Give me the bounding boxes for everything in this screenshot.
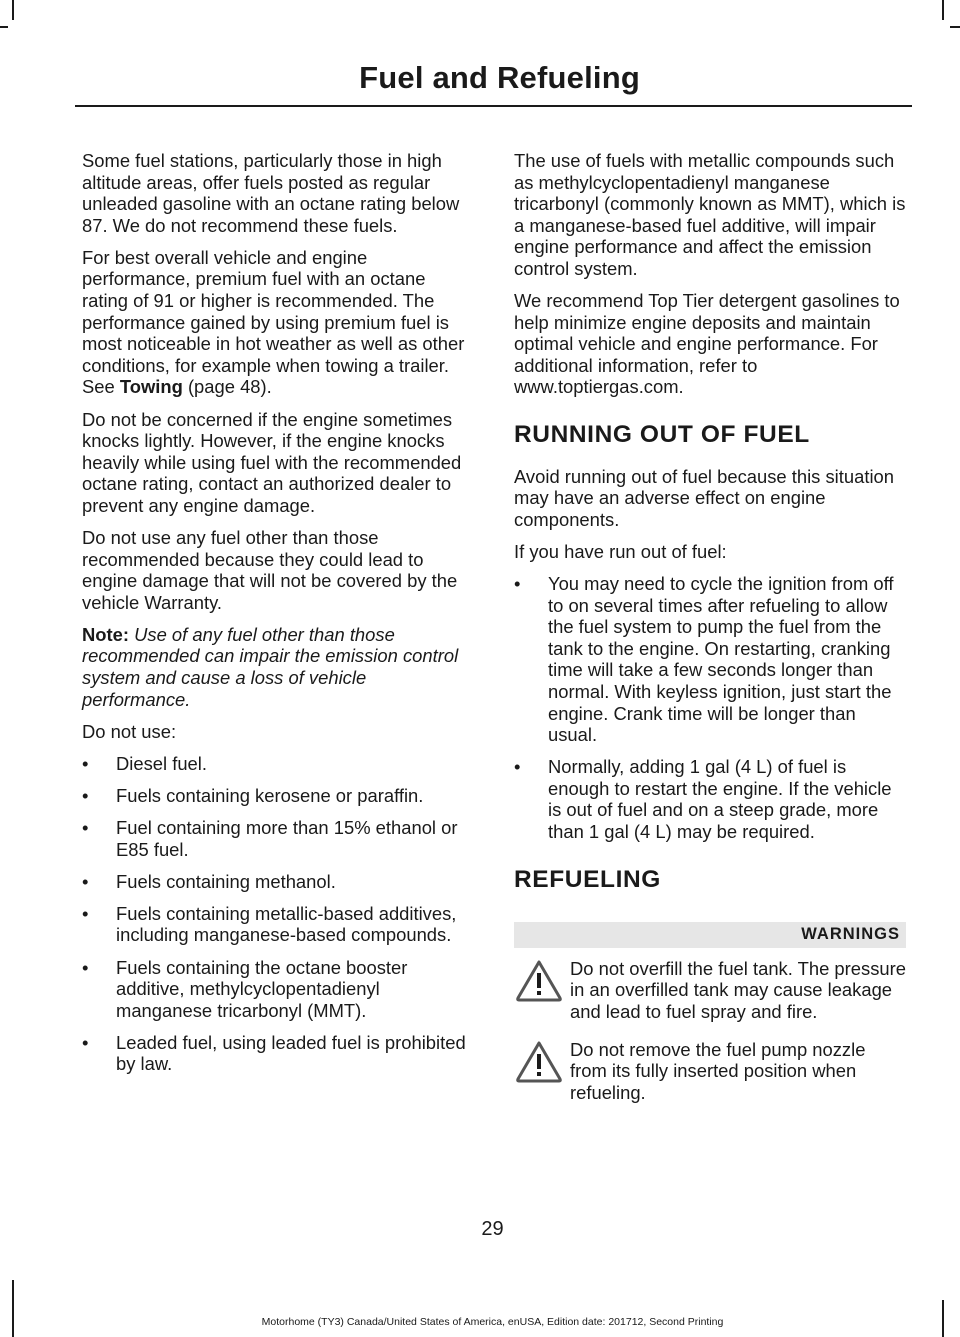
list-item	[82, 903, 474, 946]
bullet-icon: •	[514, 573, 521, 594]
bullet-icon: •	[82, 956, 89, 978]
bullet-icon: •	[82, 1031, 89, 1053]
footer-edition: Motorhome (TY3) Canada/United States of America, enUSA, Edition date: 201712, Second Printing	[261, 1316, 724, 1328]
section-heading-refueling: REFUELING	[514, 865, 661, 893]
bullet-icon: •	[82, 902, 89, 924]
list-item-text: Fuels containing the octane booster additive, methylcyclopentadienyl manganese tricarbonyl (MMT).	[116, 956, 408, 1021]
crop-mark	[950, 26, 960, 28]
list-item-text: Normally, adding 1 gal (4 L) of fuel is enough to restart the engine. If the vehicle is out of fuel and on a steep grade, more than 1 gal (4 L) may be required.	[548, 756, 892, 843]
list-item-text: Fuel containing more than 15% ethanol or E85 fuel.	[116, 817, 458, 860]
warning-text: Do not overfill the fuel tank. The pressure in an overfilled tank may cause leakage and lead to fuel spray and fire.	[570, 957, 906, 1022]
bullet-icon: •	[82, 817, 89, 839]
paragraph: Avoid running out of fuel because this situation may have an adverse effect on engine components.	[514, 465, 894, 530]
note	[82, 624, 474, 710]
paragraph	[82, 247, 474, 398]
list-item	[82, 1032, 474, 1075]
paragraph: Do not use:	[82, 720, 177, 742]
note-label: Note:	[82, 623, 129, 645]
list-item-text: Fuels containing kerosene or paraffin.	[116, 784, 424, 806]
left-column	[82, 150, 474, 1085]
list-item	[514, 573, 906, 746]
warnings-header: WARNINGS	[514, 922, 906, 948]
list-item-text: Fuels containing metallic-based additives, including manganese-based compounds.	[116, 902, 457, 946]
header-divider	[75, 105, 912, 107]
list-item-text: Leaded fuel, using leaded fuel is prohibited by law.	[116, 1031, 466, 1075]
bullet-icon: •	[82, 752, 89, 774]
paragraph: We recommend Top Tier detergent gasolines to help minimize engine deposits and maintain optimal vehicle and engine performance. For additional information, refer to www.toptiergas.com.	[514, 290, 900, 398]
towing-link[interactable]: Towing	[119, 376, 183, 398]
warning-block	[514, 1039, 906, 1104]
bullet-icon: •	[514, 756, 521, 778]
paragraph: Some fuel stations, particularly those in high altitude areas, offer fuels posted as regular unleaded gasoline with an octane rating below 87. We do not recommend these fuels.	[82, 150, 460, 236]
paragraph: If you have run out of fuel:	[514, 540, 727, 562]
list-item	[514, 756, 906, 842]
note-text: Use of any fuel other than those recommended can impair the emission control system and cause a loss of vehicle performance.	[82, 623, 459, 710]
page-title: Fuel and Refueling	[359, 60, 640, 95]
warning-block	[514, 958, 906, 1023]
list-item	[82, 871, 474, 893]
page-number: 29	[481, 1218, 504, 1240]
paragraph: The use of fuels with metallic compounds such as methylcyclopentadienyl manganese tricarbonyl (commonly known as MMT), which is a manganese-based fuel additive, will impair engine performance and affect the emission control system.	[514, 150, 906, 279]
section-heading-running-out-of-fuel: RUNNING OUT OF FUEL	[514, 421, 810, 449]
crop-mark	[942, 0, 944, 20]
paragraph: Do not use any fuel other than those recommended because they could lead to engine damage that will not be covered by the vehicle Warranty.	[82, 527, 458, 613]
page-reference: (page 48).	[182, 376, 272, 398]
list-item	[82, 817, 474, 860]
list-item	[82, 957, 474, 1022]
bullet-icon: •	[82, 870, 89, 892]
do-not-use-list	[82, 753, 474, 1075]
run-out-list	[514, 573, 906, 843]
paragraph-text: For best overall vehicle and engine performance, premium fuel with an octane rating of 91 or higher is recommended. The performance gained by using premium fuel is most noticeable in hot weather as well as other conditions, for example when towing a trailer. See	[82, 246, 465, 398]
list-item-text: Diesel fuel.	[116, 752, 207, 774]
crop-mark	[12, 1280, 14, 1337]
warning-text: Do not remove the fuel pump nozzle from its fully inserted position when refueling.	[570, 1038, 866, 1103]
list-item	[82, 753, 474, 775]
list-item-text: Fuels containing methanol.	[116, 870, 336, 892]
list-item	[82, 785, 474, 807]
list-item-text: You may need to cycle the ignition from off to on several times after refueling to allow the fuel system to pump the fuel from the tank to the engine. On restarting, cranking time will take a few seconds longer than normal. With keyless ignition, just start the engine. Crank time will be longer than usual.	[548, 573, 894, 746]
paragraph: Do not be concerned if the engine sometimes knocks lightly. However, if the engine knocks heavily while using fuel with the recommended octane rating, contact an authorized dealer to prevent any engine damage.	[82, 408, 462, 516]
bullet-icon: •	[82, 784, 89, 806]
crop-mark	[0, 26, 8, 28]
right-column	[514, 150, 906, 1119]
warning-triangle-icon	[514, 958, 564, 1004]
warning-triangle-icon	[514, 1039, 564, 1085]
crop-mark	[12, 0, 14, 20]
